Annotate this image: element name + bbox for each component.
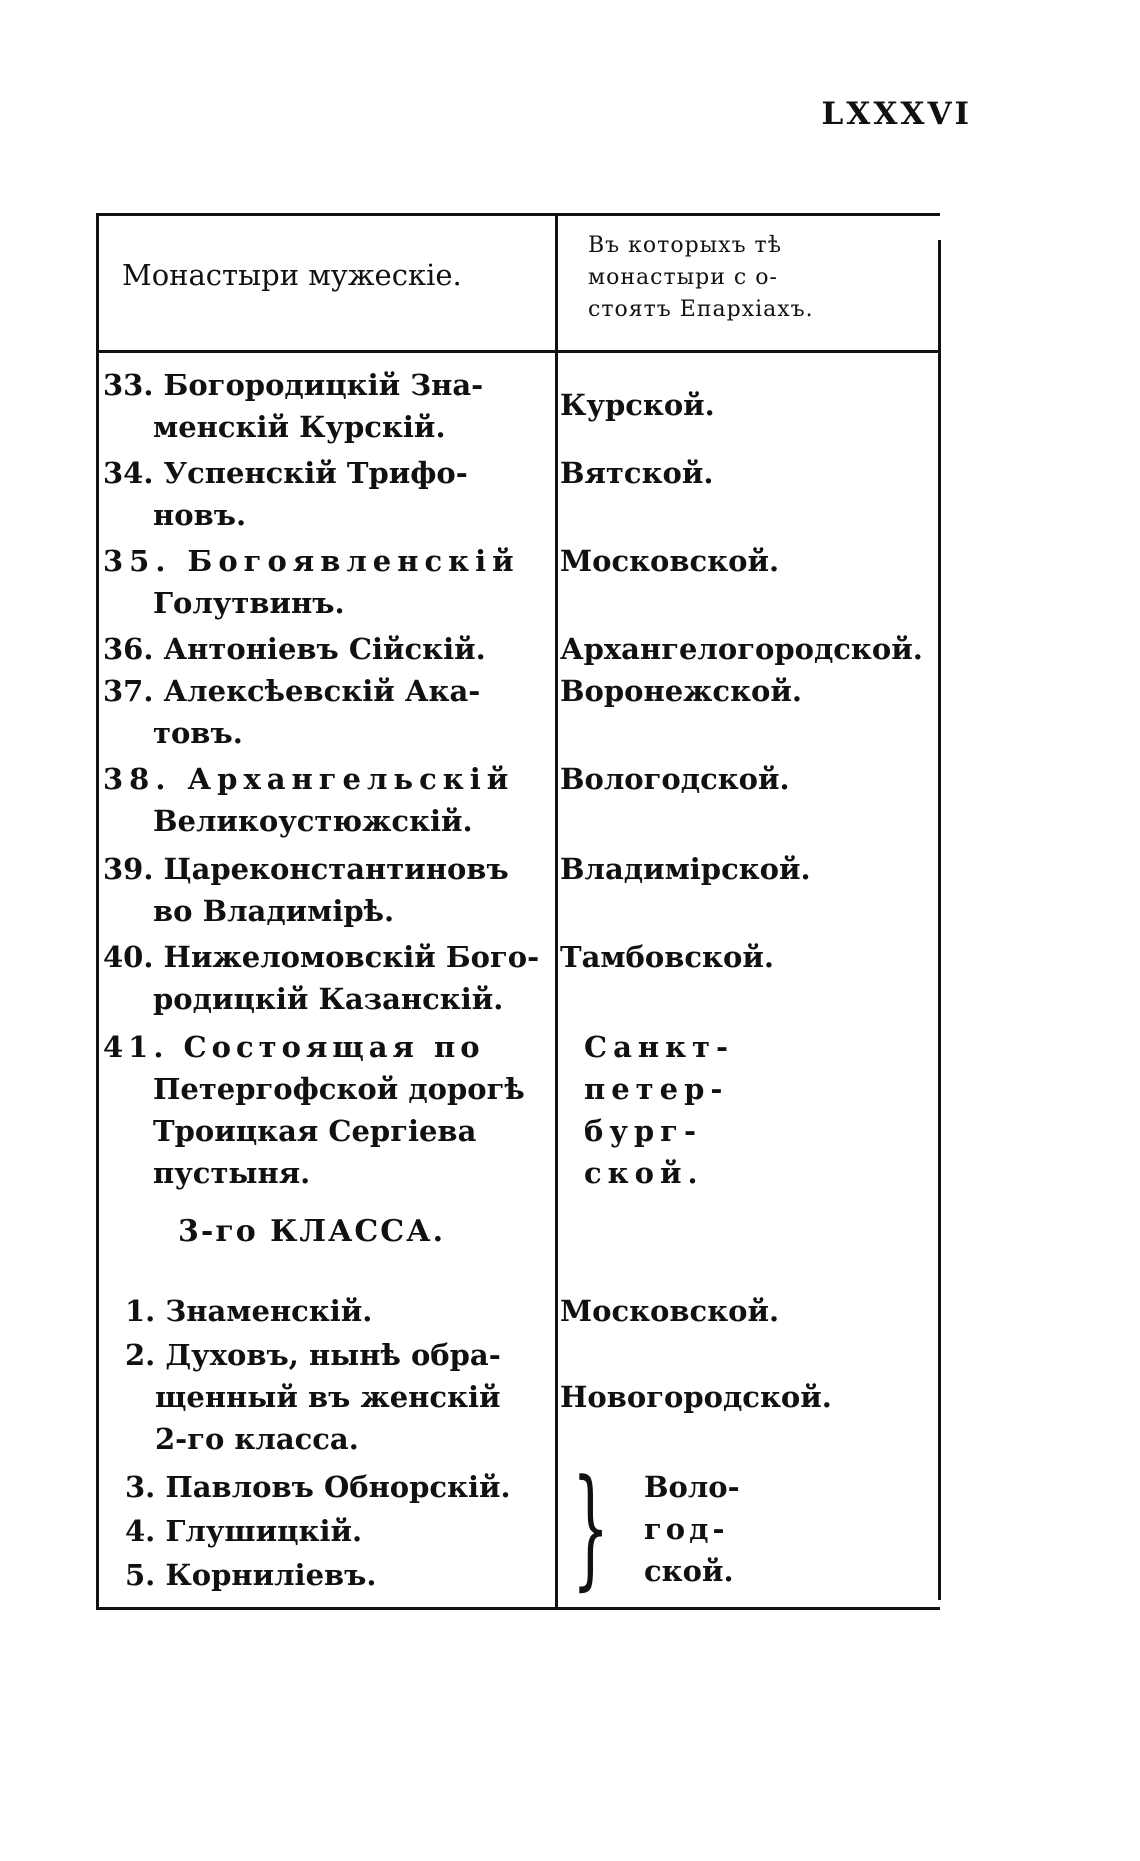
eparchy-38: Вологодской. (560, 762, 790, 796)
entry-line: во Владимірѣ. (153, 894, 395, 928)
entry-line: 5. Корниліевъ. (125, 1558, 377, 1592)
entry-35 (103, 540, 548, 624)
class3-eparchy-1: Московской. (560, 1294, 780, 1328)
entry-line: 3. Павловъ Обнорскій. (125, 1470, 511, 1504)
eparchy-line: петер- (584, 1072, 729, 1106)
header-eparchies-line: монастыри с о- (588, 265, 778, 290)
entry-line: менскій Курскій. (153, 410, 446, 444)
entry-line: 33. Богородицкій Зна- (103, 368, 484, 402)
section-title: 3-го КЛАССА. (178, 1214, 446, 1249)
class3-entry-1 (125, 1290, 545, 1332)
entry-34 (103, 452, 548, 536)
entry-line: 34. Успенскій Трифо- (103, 456, 468, 490)
entry-line: 1. Знаменскій. (125, 1294, 373, 1328)
entry-line: 2-го класса. (155, 1422, 359, 1456)
entry-36 (103, 628, 548, 670)
class3-entry-2 (125, 1334, 545, 1460)
entry-40 (103, 936, 548, 1020)
entry-38 (103, 758, 548, 842)
entry-line: Троицкая Сергіева (153, 1114, 477, 1148)
entry-line: 40. Нижеломовскій Бого- (103, 940, 540, 974)
brace-group-eparchy (644, 1466, 740, 1592)
entry-line: щенный въ женскій (155, 1380, 501, 1414)
column-divider (555, 213, 558, 1610)
entry-37 (103, 670, 548, 754)
page-number: LXXXVI (821, 96, 972, 132)
entry-33 (103, 364, 548, 448)
entry-line: 39. Цареконстантиновъ (103, 852, 509, 886)
eparchy-line: ской. (584, 1156, 704, 1190)
eparchy-34: Вятской. (560, 456, 714, 490)
eparchy-39: Владимірской. (560, 852, 811, 886)
top-rule (98, 213, 940, 216)
eparchy-41 (584, 1026, 734, 1194)
header-monasteries: Монастыри мужескіе. (122, 258, 462, 292)
eparchy-36: Архангелогородской. (560, 632, 923, 666)
entry-line: 37. Алексѣевскій Ака- (103, 674, 481, 708)
entry-line: 41. Состоящая по (103, 1030, 485, 1064)
eparchy-line: Воло- (644, 1470, 740, 1504)
entry-line: 38. Архангельскій (103, 762, 515, 796)
eparchy-line: бург- (584, 1114, 702, 1148)
eparchy-40: Тамбовской. (560, 940, 774, 974)
entry-39 (103, 848, 548, 932)
header-rule (98, 350, 940, 353)
eparchy-line: год- (644, 1512, 729, 1546)
entry-line: товъ. (153, 716, 243, 750)
entry-line: Петергофской дорогѣ (153, 1072, 525, 1106)
entry-line: 36. Антоніевъ Сійскій. (103, 632, 486, 666)
header-eparchies-line: стоятъ Епархіахъ. (588, 297, 814, 322)
eparchy-line: Санкт- (584, 1030, 735, 1064)
bottom-rule (98, 1607, 940, 1610)
class3-entry-5 (125, 1554, 545, 1596)
entry-41 (103, 1026, 548, 1194)
left-border (96, 213, 99, 1610)
entry-line: новъ. (153, 498, 247, 532)
eparchy-37: Воронежской. (560, 674, 802, 708)
header-eparchies-line: Въ которыхъ тѣ (588, 233, 782, 258)
entry-line: пустыня. (153, 1156, 311, 1190)
right-border (938, 240, 941, 1600)
class3-entry-3 (125, 1466, 545, 1508)
entry-line: 35. Богоявленскій (103, 544, 520, 578)
class3-eparchy-2: Новогородской. (560, 1380, 832, 1414)
entry-line: 2. Духовъ, нынѣ обра- (125, 1338, 501, 1372)
entry-line: 4. Глушицкій. (125, 1514, 363, 1548)
entry-line: Голутвинъ. (153, 586, 345, 620)
header-eparchies (588, 230, 918, 326)
entry-line: родицкій Казанскій. (153, 982, 504, 1016)
entry-line: Великоустюжскій. (153, 804, 473, 838)
brace-icon: } (572, 1451, 610, 1603)
class3-entry-4 (125, 1510, 545, 1552)
eparchy-33: Курской. (560, 388, 715, 422)
eparchy-35: Московской. (560, 544, 780, 578)
eparchy-line: ской. (644, 1554, 734, 1588)
